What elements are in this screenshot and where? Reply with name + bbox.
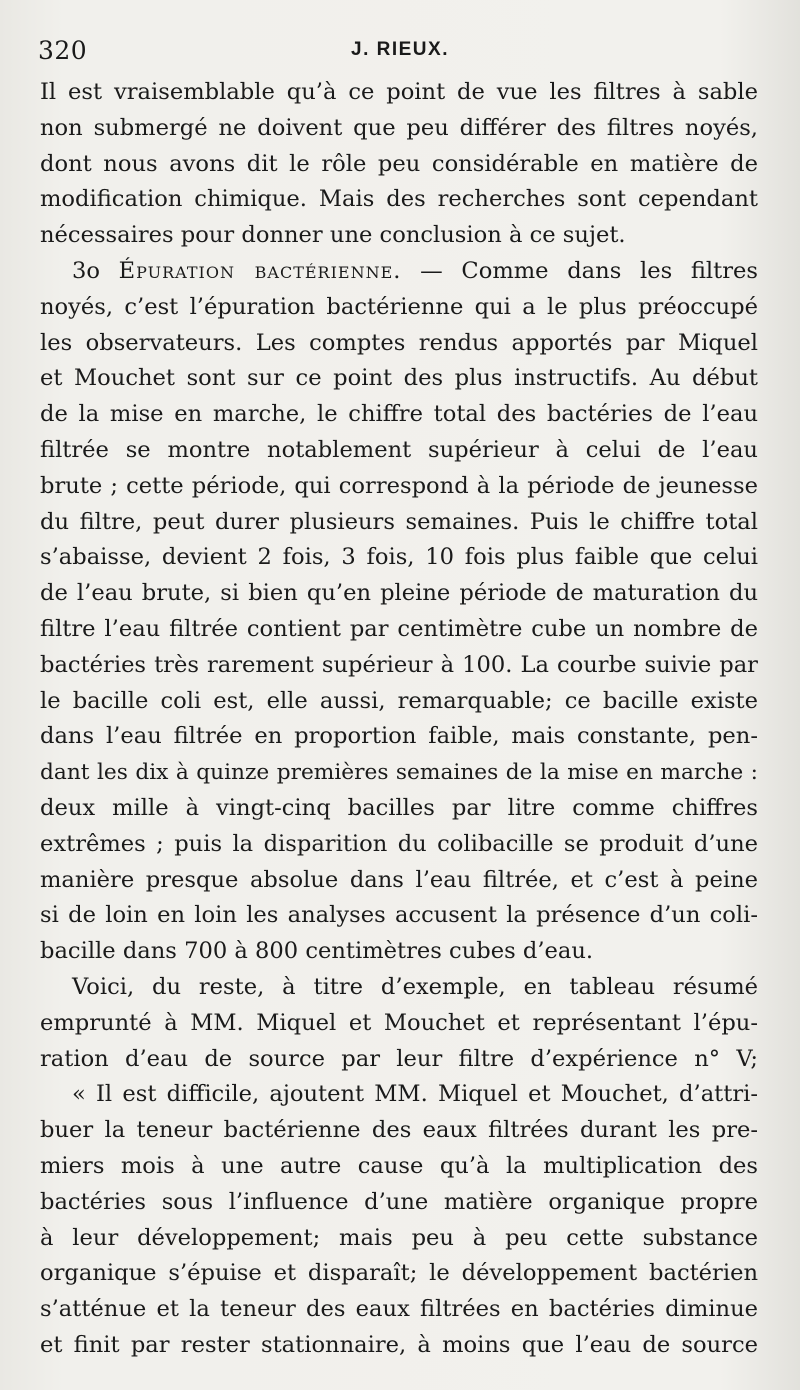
quote-line: miers mois à une autre cause qu’à la multiplication des <box>40 1152 758 1179</box>
quote-line: bactéries sous l’influence d’une matière organique propre <box>40 1188 758 1215</box>
text-line: ration d’eau de source par leur filtre d’expérience n° V; <box>40 1045 758 1072</box>
text-line: modification chimique. Mais des recherches sont cependant <box>40 186 758 213</box>
quote-line: organique s’épuise et disparaît; le développement bactérien <box>40 1260 758 1287</box>
page-number: 320 <box>38 36 88 65</box>
text-line: du filtre, peut durer plusieurs semaines. Puis le chiffre total <box>40 508 758 535</box>
text-line: bacille dans 700 à 800 centimètres cubes d’eau. <box>40 938 594 965</box>
quote-line: « Il est difficile, ajoutent MM. Miquel et Mouchet, d’attri- <box>72 1081 758 1108</box>
text-line: noyés, c’est l’épuration bactérienne qui a le plus préoccupé <box>40 293 758 320</box>
text-line: emprunté à MM. Miquel et Mouchet et représentant l’épu- <box>40 1009 758 1036</box>
quote-line: à leur développement; mais peu à peu cette substance <box>40 1224 758 1251</box>
text-line: les observateurs. Les comptes rendus apportés par Miquel <box>40 329 758 356</box>
quote-line: buer la teneur bactérienne des eaux filtrées durant les pre- <box>40 1117 758 1144</box>
text-line: dant les dix à quinze premières semaines de la mise en marche : <box>40 760 758 786</box>
text-line: et Mouchet sont sur ce point des plus instructifs. Au début <box>40 365 758 392</box>
text-line: deux mille à vingt-cinq bacilles par litre comme chiffres <box>40 794 758 821</box>
section-heading-rest: — Comme dans les filtres <box>420 257 758 284</box>
section-heading-line <box>40 254 758 290</box>
quote-line: et finit par rester stationnaire, à moins que l’eau de source <box>40 1331 758 1358</box>
text-line: manière presque absolue dans l’eau filtrée, et c’est à peine <box>40 866 758 893</box>
text-line: filtrée se montre notablement supérieur à celui de l’eau <box>40 436 758 463</box>
text-line: nécessaires pour donner une conclusion à ce sujet. <box>40 222 626 249</box>
text-line: filtre l’eau filtrée contient par centimètre cube un nombre de <box>40 615 758 642</box>
section-heading: Épuration bactérienne. <box>118 257 402 284</box>
text-line: brute ; cette période, qui correspond à la période de jeunesse <box>40 472 758 499</box>
body-text <box>40 75 758 1364</box>
text-line: le bacille coli est, elle aussi, remarquable; ce bacille existe <box>40 687 758 714</box>
section-number: 3o <box>72 257 100 284</box>
text-line: extrêmes ; puis la disparition du colibacille se produit d’une <box>40 830 758 857</box>
text-line: non submergé ne doivent que peu différer des filtres noyés, <box>40 114 758 141</box>
text-line: si de loin en loin les analyses accusent la présence d’un coli- <box>40 902 758 929</box>
running-head-author: J. RIEUX. <box>351 39 449 60</box>
text-line: dans l’eau filtrée en proportion faible, mais constante, pen- <box>40 723 758 750</box>
text-line: de l’eau brute, si bien qu’en pleine période de maturation du <box>40 580 758 607</box>
text-line: s’abaisse, devient 2 fois, 3 fois, 10 fois plus faible que celui <box>40 544 758 571</box>
text-line: de la mise en marche, le chiffre total des bactéries de l’eau <box>40 401 758 428</box>
text-line: dont nous avons dit le rôle peu considérable en matière de <box>40 150 758 177</box>
text-line: Il est vraisemblable qu’à ce point de vue les filtres à sable <box>40 79 758 105</box>
text-line: bactéries très rarement supérieur à 100. La courbe suivie par <box>40 651 758 678</box>
text-line: Voici, du reste, à titre d’exemple, en tableau résumé <box>72 973 758 1000</box>
quote-line: s’atténue et la teneur des eaux filtrées en bactéries diminue <box>40 1296 758 1323</box>
running-head <box>38 36 762 70</box>
